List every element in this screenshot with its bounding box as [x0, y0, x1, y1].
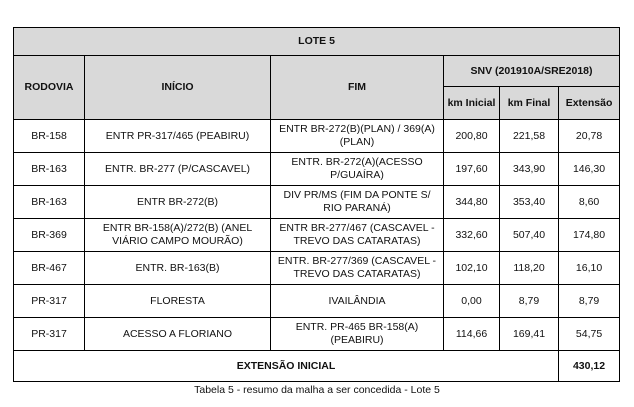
cell-rodovia: BR-467 [14, 252, 85, 285]
cell-km-final: 221,58 [500, 120, 559, 153]
table-row [14, 318, 620, 351]
cell-fim: ENTR BR-277/467 (CASCAVEL - TREVO DAS CATARATAS) [271, 219, 444, 252]
cell-rodovia: PR-317 [14, 318, 85, 351]
table-row [14, 285, 620, 318]
cell-extensao: 146,30 [559, 153, 620, 186]
cell-fim: IVAILÂNDIA [271, 285, 444, 318]
cell-rodovia: BR-163 [14, 153, 85, 186]
header-extensao: Extensão [559, 87, 620, 120]
cell-fim: ENTR BR-272(B)(PLAN) / 369(A)(PLAN) [271, 120, 444, 153]
cell-extensao: 16,10 [559, 252, 620, 285]
cell-extensao: 54,75 [559, 318, 620, 351]
cell-extensao: 174,80 [559, 219, 620, 252]
cell-rodovia: BR-163 [14, 186, 85, 219]
cell-km-final: 353,40 [500, 186, 559, 219]
lote-table [13, 27, 620, 382]
table-row [14, 252, 620, 285]
total-value: 430,12 [559, 351, 620, 382]
header-rodovia: RODOVIA [14, 56, 85, 120]
cell-km-inicial: 102,10 [444, 252, 500, 285]
cell-km-inicial: 344,80 [444, 186, 500, 219]
cell-inicio: FLORESTA [85, 285, 271, 318]
cell-rodovia: PR-317 [14, 285, 85, 318]
cell-fim: ENTR. BR-272(A)(ACESSO P/GUAÍRA) [271, 153, 444, 186]
cell-km-final: 118,20 [500, 252, 559, 285]
cell-inicio: ENTR PR-317/465 (PEABIRU) [85, 120, 271, 153]
header-fim: FIM [271, 56, 444, 120]
cell-extensao: 8,60 [559, 186, 620, 219]
total-row [14, 351, 620, 382]
cell-km-inicial: 332,60 [444, 219, 500, 252]
cell-km-inicial: 200,80 [444, 120, 500, 153]
total-label: EXTENSÃO INICIAL [14, 351, 559, 382]
cell-inicio: ENTR BR-158(A)/272(B) (ANEL VIÁRIO CAMPO MOURÃO) [85, 219, 271, 252]
cell-km-inicial: 0,00 [444, 285, 500, 318]
cell-inicio: ENTR. BR-163(B) [85, 252, 271, 285]
header-km-inicial: km Inicial [444, 87, 500, 120]
cell-km-final: 507,40 [500, 219, 559, 252]
lote-table-container [13, 27, 619, 382]
table-row [14, 120, 620, 153]
cell-extensao: 20,78 [559, 120, 620, 153]
table-caption: Tabela 5 - resumo da malha a ser concedida - Lote 5 [194, 384, 440, 396]
header-inicio: INÍCIO [85, 56, 271, 120]
cell-km-final: 8,79 [500, 285, 559, 318]
table-row [14, 186, 620, 219]
header-snv: SNV (201910A/SRE2018) [444, 56, 620, 87]
cell-fim: DIV PR/MS (FIM DA PONTE S/ RIO PARANÁ) [271, 186, 444, 219]
header-km-final: km Final [500, 87, 559, 120]
cell-inicio: ACESSO A FLORIANO [85, 318, 271, 351]
cell-rodovia: BR-158 [14, 120, 85, 153]
cell-extensao: 8,79 [559, 285, 620, 318]
table-row [14, 153, 620, 186]
cell-inicio: ENTR. BR-277 (P/CASCAVEL) [85, 153, 271, 186]
cell-km-final: 343,90 [500, 153, 559, 186]
cell-fim: ENTR. BR-277/369 (CASCAVEL - TREVO DAS CATARATAS) [271, 252, 444, 285]
cell-km-final: 169,41 [500, 318, 559, 351]
table-title: LOTE 5 [14, 28, 620, 56]
cell-fim: ENTR. PR-465 BR-158(A) (PEABIRU) [271, 318, 444, 351]
cell-km-inicial: 197,60 [444, 153, 500, 186]
cell-rodovia: BR-369 [14, 219, 85, 252]
table-row [14, 219, 620, 252]
cell-inicio: ENTR BR-272(B) [85, 186, 271, 219]
cell-km-inicial: 114,66 [444, 318, 500, 351]
